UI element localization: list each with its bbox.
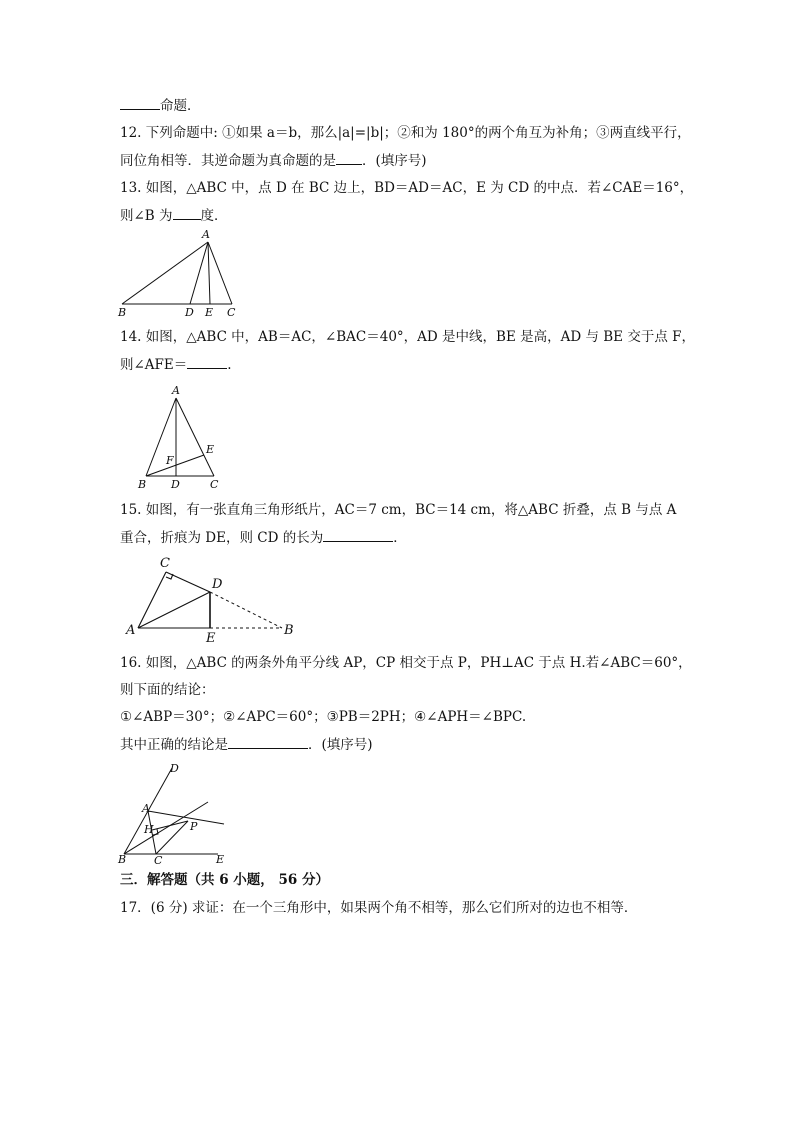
label-D: D	[185, 306, 194, 319]
answer-blank	[228, 735, 308, 749]
label-C: C	[160, 556, 170, 571]
segment-CP	[156, 821, 188, 854]
segment-DB-dashed	[210, 592, 282, 628]
question-17: 17．(6 分) 求证：在一个三角形中，如果两个角不相等，那么它们所对的边也不相等．	[120, 900, 638, 916]
segment-AB	[122, 242, 208, 304]
label-F: F	[166, 454, 174, 467]
answer-blank	[120, 96, 160, 110]
label-A: A	[126, 623, 136, 638]
label-B: B	[138, 478, 147, 491]
question-16-line-2: 则下面的结论：	[120, 682, 215, 698]
answer-blank	[173, 206, 201, 220]
prev-question-tail: 命题．	[120, 96, 201, 115]
label-A: A	[172, 384, 180, 397]
label-D: D	[170, 762, 179, 775]
answer-blank	[187, 355, 227, 369]
question-16-line-1: 16. 如图，△ABC 的两条外角平分线 AP，CP 相交于点 P，PH⊥AC 于点 H.若∠ABC＝60°，	[120, 655, 692, 671]
label-E: E	[206, 631, 216, 644]
figure-15	[122, 552, 312, 648]
question-13-line-1: 13. 如图，△ABC 中，点 D 在 BC 边上，BD＝AD＝AC，E 为 CD 的中点．若∠CAE＝16°，	[120, 180, 694, 196]
label-C: C	[227, 306, 236, 319]
answer-blank	[336, 151, 362, 165]
label-B: B	[118, 306, 127, 319]
label-D: D	[171, 478, 180, 491]
segment-AC	[138, 572, 166, 628]
question-14-line-2: 则∠AFE＝ .	[120, 357, 232, 373]
figure-14	[132, 382, 232, 496]
label-P: P	[190, 820, 198, 833]
question-14-line-1: 14. 如图，△ABC 中，AB＝AC，∠BAC＝40°，AD 是中线，BE 是高，AD 与 BE 交于点 F，	[120, 329, 695, 345]
label-E: E	[206, 443, 215, 456]
segment-BE	[146, 455, 204, 476]
label-B: B	[118, 853, 127, 866]
label-C: C	[210, 478, 219, 491]
figure-15-diagram	[122, 552, 312, 644]
question-12-line-2: 同位角相等．其逆命题为真命题的是 ．(填序号)	[120, 153, 427, 169]
figure-16	[116, 760, 246, 872]
question-13-line-2: 则∠B 为 度．	[120, 208, 228, 224]
label-E: E	[216, 853, 225, 866]
label-A: A	[142, 802, 150, 815]
question-15-line-2: 重合，折痕为 DE，则 CD 的长为 ．	[120, 530, 407, 546]
segment-AD	[190, 242, 208, 304]
section-3-heading: 三．解答题（共 6 小题， 56 分）	[120, 872, 329, 888]
label-B: B	[284, 623, 294, 638]
segment-HP	[152, 821, 188, 830]
segment-AC	[176, 398, 214, 476]
segment-AD	[138, 592, 210, 628]
label-A: A	[202, 228, 210, 241]
figure-16-diagram	[116, 760, 246, 868]
figure-13-diagram	[116, 228, 256, 320]
label-E: E	[205, 306, 214, 319]
label-D: D	[212, 577, 223, 592]
question-16-line-4: 其中正确的结论是 ．(填序号)	[120, 737, 373, 753]
label-H: H	[144, 823, 154, 836]
segment-AC	[208, 242, 232, 304]
question-16-line-3: ①∠ABP＝30°；②∠APC＝60°；③PB＝2PH；④∠APH＝∠BPC.	[120, 709, 527, 725]
answer-blank	[323, 528, 393, 542]
segment-AP-extended	[148, 811, 224, 824]
figure-14-diagram	[132, 382, 232, 492]
label-C: C	[154, 854, 163, 867]
figure-13	[116, 228, 256, 324]
question-15-line-1: 15. 如图，有一张直角三角形纸片，AC＝7 cm，BC＝14 cm，将△ABC 折叠，点 B 与点 A	[120, 502, 677, 518]
question-12-line-1: 12. 下列命题中: ①如果 a＝b，那么|a|=|b|；②和为 180°的两个角互为补角；③两直线平行，	[120, 125, 691, 141]
segment-AE	[208, 242, 210, 304]
